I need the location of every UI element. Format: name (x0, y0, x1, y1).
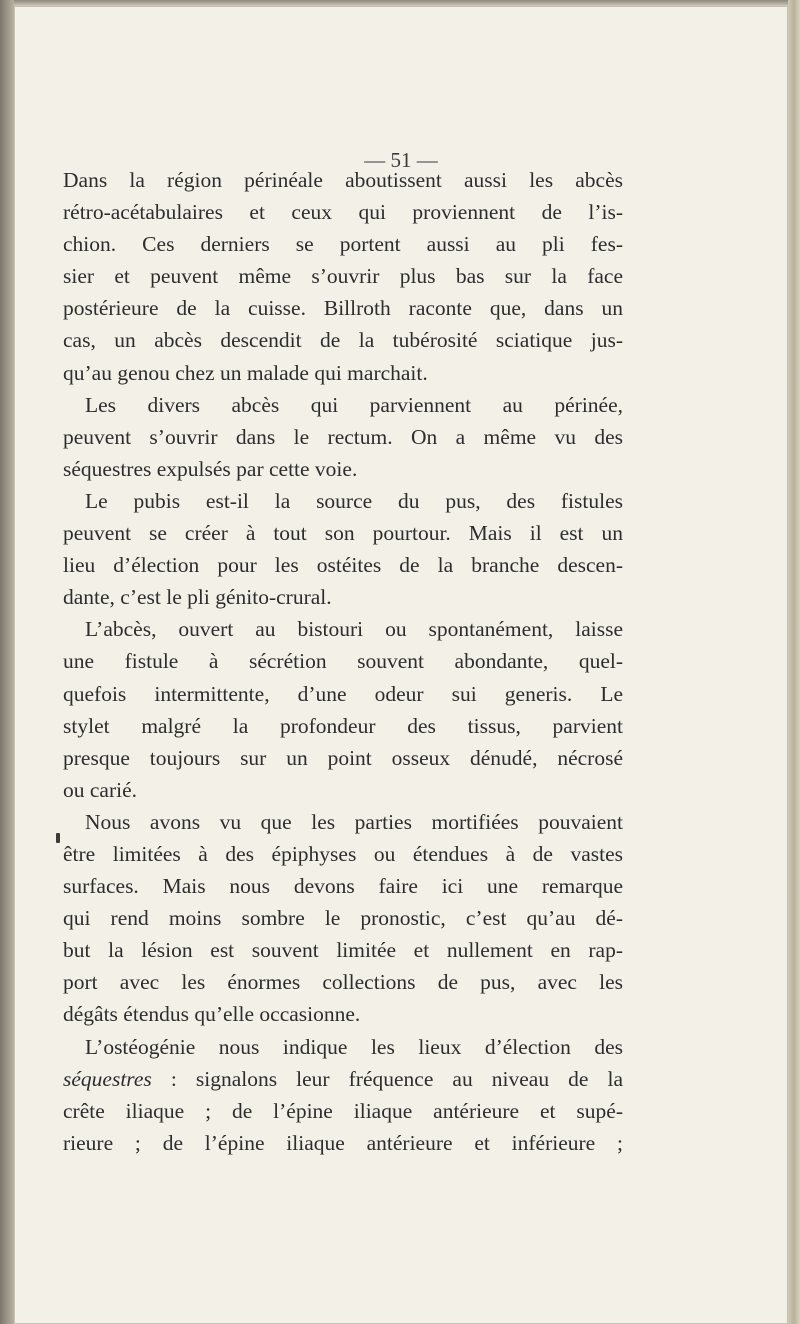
text-line: L’abcès, ouvert au bistouri ou spontanément, laisse (85, 617, 623, 642)
text-line: but la lésion est souvent limitée et nullement en rap- (63, 938, 623, 963)
text-line: sier et peuvent même s’ouvrir plus bas sur la face (63, 264, 623, 289)
text-line: chion. Ces derniers se portent aussi au pli fes- (63, 232, 623, 257)
text-line: Le pubis est-il la source du pus, des fistules (85, 488, 623, 513)
text-line: dégâts étendus qu’elle occasionne. (63, 1002, 361, 1027)
text-line: peuvent se créer à tout son pourtour. Mais il est un (63, 521, 623, 546)
text-line: crête iliaque ; de l’épine iliaque antérieure et supé- (63, 1098, 623, 1123)
text-line: port avec les énormes collections de pus, avec les (63, 970, 623, 995)
italic-term: séquestres (63, 1066, 152, 1091)
text-line: L’ostéogénie nous indique les lieux d’élection des (85, 1034, 623, 1059)
text-line: rieure ; de l’épine iliaque antérieure et inférieure ; (63, 1130, 623, 1155)
text-fragment: : signalons leur fréquence au niveau de la (151, 1066, 623, 1091)
text-line: qu’au genou chez un malade qui marchait. (63, 360, 428, 385)
text-line: Nous avons vu que les parties mortifiées pouvaient (85, 809, 623, 834)
page-number: — 51 — (364, 148, 438, 172)
text-line: Les divers abcès qui parviennent au périnée, (85, 392, 623, 417)
body-text (63, 164, 623, 1159)
text-line: surfaces. Mais nous devons faire ici une remarque (63, 874, 623, 899)
text-line: séquestres expulsés par cette voie. (63, 456, 358, 481)
margin-mark (56, 833, 60, 843)
book-spine-shadow (0, 0, 14, 1324)
text-line: rétro-acétabulaires et ceux qui proviennent de l’is- (63, 200, 623, 225)
text-line: Dans la région périnéale aboutissent aussi les abcès (63, 168, 623, 192)
text-line: peuvent s’ouvrir dans le rectum. On a même vu des (63, 424, 623, 449)
text-line: lieu d’élection pour les ostéites de la branche descen- (63, 553, 623, 578)
text-line: dante, c’est le pli génito-crural. (63, 585, 332, 610)
text-line: quefois intermittente, d’une odeur sui generis. Le (63, 681, 623, 706)
text-line: qui rend moins sombre le pronostic, c’est qu’au dé- (63, 906, 623, 931)
text-line: postérieure de la cuisse. Billroth raconte que, dans un (63, 296, 623, 321)
text-line: être limitées à des épiphyses ou étendues à de vastes (63, 841, 623, 866)
text-line: stylet malgré la profondeur des tissus, parvient (63, 713, 623, 738)
page-right-edge (788, 0, 800, 1324)
text-line: presque toujours sur un point osseux dénudé, nécrosé (63, 745, 623, 770)
book-page (14, 6, 788, 1324)
text-line: cas, un abcès descendit de la tubérosité sciatique jus- (63, 328, 623, 353)
text-line: ou carié. (63, 777, 138, 802)
text-line: une fistule à sécrétion souvent abondante, quel- (63, 649, 623, 674)
text-line-mixed (63, 1063, 623, 1095)
